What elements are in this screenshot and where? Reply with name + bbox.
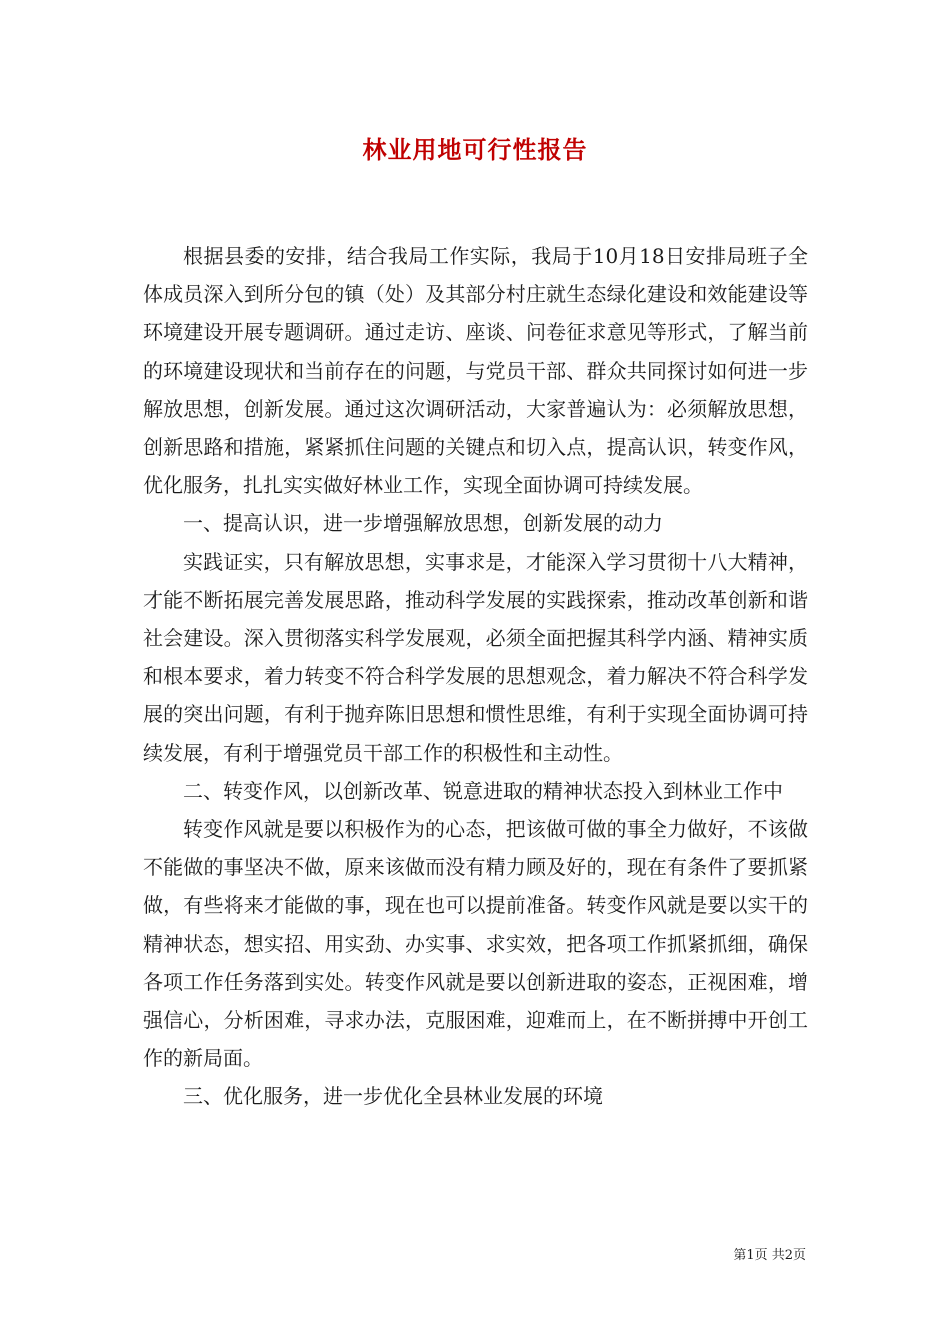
paragraph-section-1: 实践证实，只有解放思想，实事求是，才能深入学习贯彻十八大精神，才能不断拓展完善发展思路，推动科学发展的实践探索，推动改革创新和谐社会建设。深入贯彻落实科学发展观，必须全面把握其科学内涵、精神实质和根本要求，着力转变不符合科学发展的思想观念，着力解决不符合科学发展的突出问题，有利于抛弃陈旧思想和惯性思维，有利于实现全面协调可持续发展，有利于增强党员干部工作的积极性和主动性。 [143, 549, 808, 765]
section-heading-3: 三、优化服务，进一步优化全县林业发展的环境 [183, 1084, 603, 1109]
section-heading-1: 一、提高认识，进一步增强解放思想，创新发展的动力 [183, 511, 663, 536]
page-number: 第1页 共2页 [733, 1248, 806, 1263]
document-title: 林业用地可行性报告 [362, 135, 588, 164]
section-heading-2: 二、转变作风，以创新改革、锐意进取的精神状态投入到林业工作中 [183, 778, 783, 803]
document-body [143, 237, 808, 1116]
paragraph-intro: 根据县委的安排，结合我局工作实际，我局于10月18日安排局班子全体成员深入到所分包的镇（处）及其部分村庄就生态绿化建设和效能建设等环境建设开展专题调研。通过走访、座谈、问卷征求意见等形式，了解当前的环境建设现状和当前存在的问题，与党员干部、群众共同探讨如何进一步解放思想，创新发展。通过这次调研活动，大家普遍认为：必须解放思想，创新思路和措施，紧紧抓住问题的关键点和切入点，提高认识，转变作风，优化服务，扎扎实实做好林业工作，实现全面协调可持续发展。 [143, 244, 808, 498]
paragraph-section-2: 转变作风就是要以积极作为的心态，把该做可做的事全力做好，不该做不能做的事坚决不做，原来该做而没有精力顾及好的，现在有条件了要抓紧做，有些将来才能做的事，现在也可以提前准备。转变作风就是要以实干的精神状态，想实招、用实劲、办实事、求实效，把各项工作抓紧抓细，确保各项工作任务落到实处。转变作风就是要以创新进取的姿态，正视困难，增强信心，分析困难，寻求办法，克服困难，迎难而上，在不断拼搏中开创工作的新局面。 [143, 817, 808, 1071]
